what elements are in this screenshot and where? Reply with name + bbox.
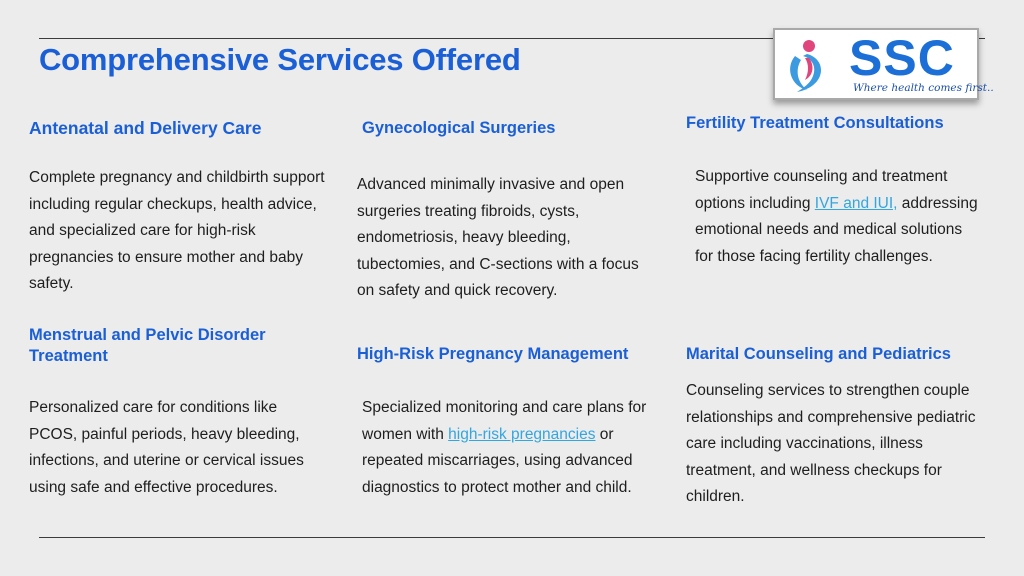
service-body-high-risk (362, 395, 657, 501)
service-body-fertility-text-1: Supportive counseling and treatment options including (695, 168, 948, 212)
logo-wordmark: SSC (849, 30, 955, 86)
service-heading-antenatal: Antenatal and Delivery Care (29, 118, 262, 138)
service-heading-menstrual: Menstrual and Pelvic Disorder Treatment (29, 326, 266, 365)
service-body-marital: Counseling services to strengthen couple relationships and comprehensive pediatric care including vaccinations, illness treatment, and wellness checkups for children. (686, 382, 976, 506)
service-body-gynecological: Advanced minimally invasive and open surgeries treating fibroids, cysts, endometriosis, heavy bleeding, tubectomies, and C-sections with a focus on safety and quick recovery. (357, 176, 639, 300)
ssc-logo (773, 28, 994, 100)
high-risk-pregnancies-link[interactable]: high-risk pregnancies (448, 425, 596, 443)
service-body-high-risk-text-2: or repeated miscarriages, using advanced diagnostics to protect mother and child. (362, 425, 633, 496)
service-body-antenatal: Complete pregnancy and childbirth support including regular checkups, health advice, and specialized care for high-risk pregnancies to ensure mother and baby safety. (29, 169, 325, 293)
service-heading-fertility: Fertility Treatment Consultations (686, 114, 944, 132)
bottom-divider (39, 537, 985, 538)
page-title: Comprehensive Services Offered (39, 42, 521, 77)
service-heading-marital: Marital Counseling and Pediatrics (686, 345, 951, 363)
mother-figure-icon (779, 34, 843, 96)
service-body-fertility-text-2: addressing emotional needs and medical solutions for those facing fertility challenges. (695, 194, 978, 265)
service-body-fertility (695, 164, 980, 270)
service-heading-high-risk: High-Risk Pregnancy Management (357, 345, 629, 363)
logo-tagline: Where health comes first.. (853, 82, 994, 94)
service-body-menstrual: Personalized care for conditions like PCOS, painful periods, heavy bleeding, infections, and uterine or cervical issues using safe and effective procedures. (29, 399, 304, 496)
service-heading-gynecological: Gynecological Surgeries (362, 119, 556, 137)
ivf-iui-link[interactable]: IVF and IUI, (814, 194, 898, 212)
service-body-high-risk-text-1: Specialized monitoring and care plans for women with (362, 399, 647, 443)
